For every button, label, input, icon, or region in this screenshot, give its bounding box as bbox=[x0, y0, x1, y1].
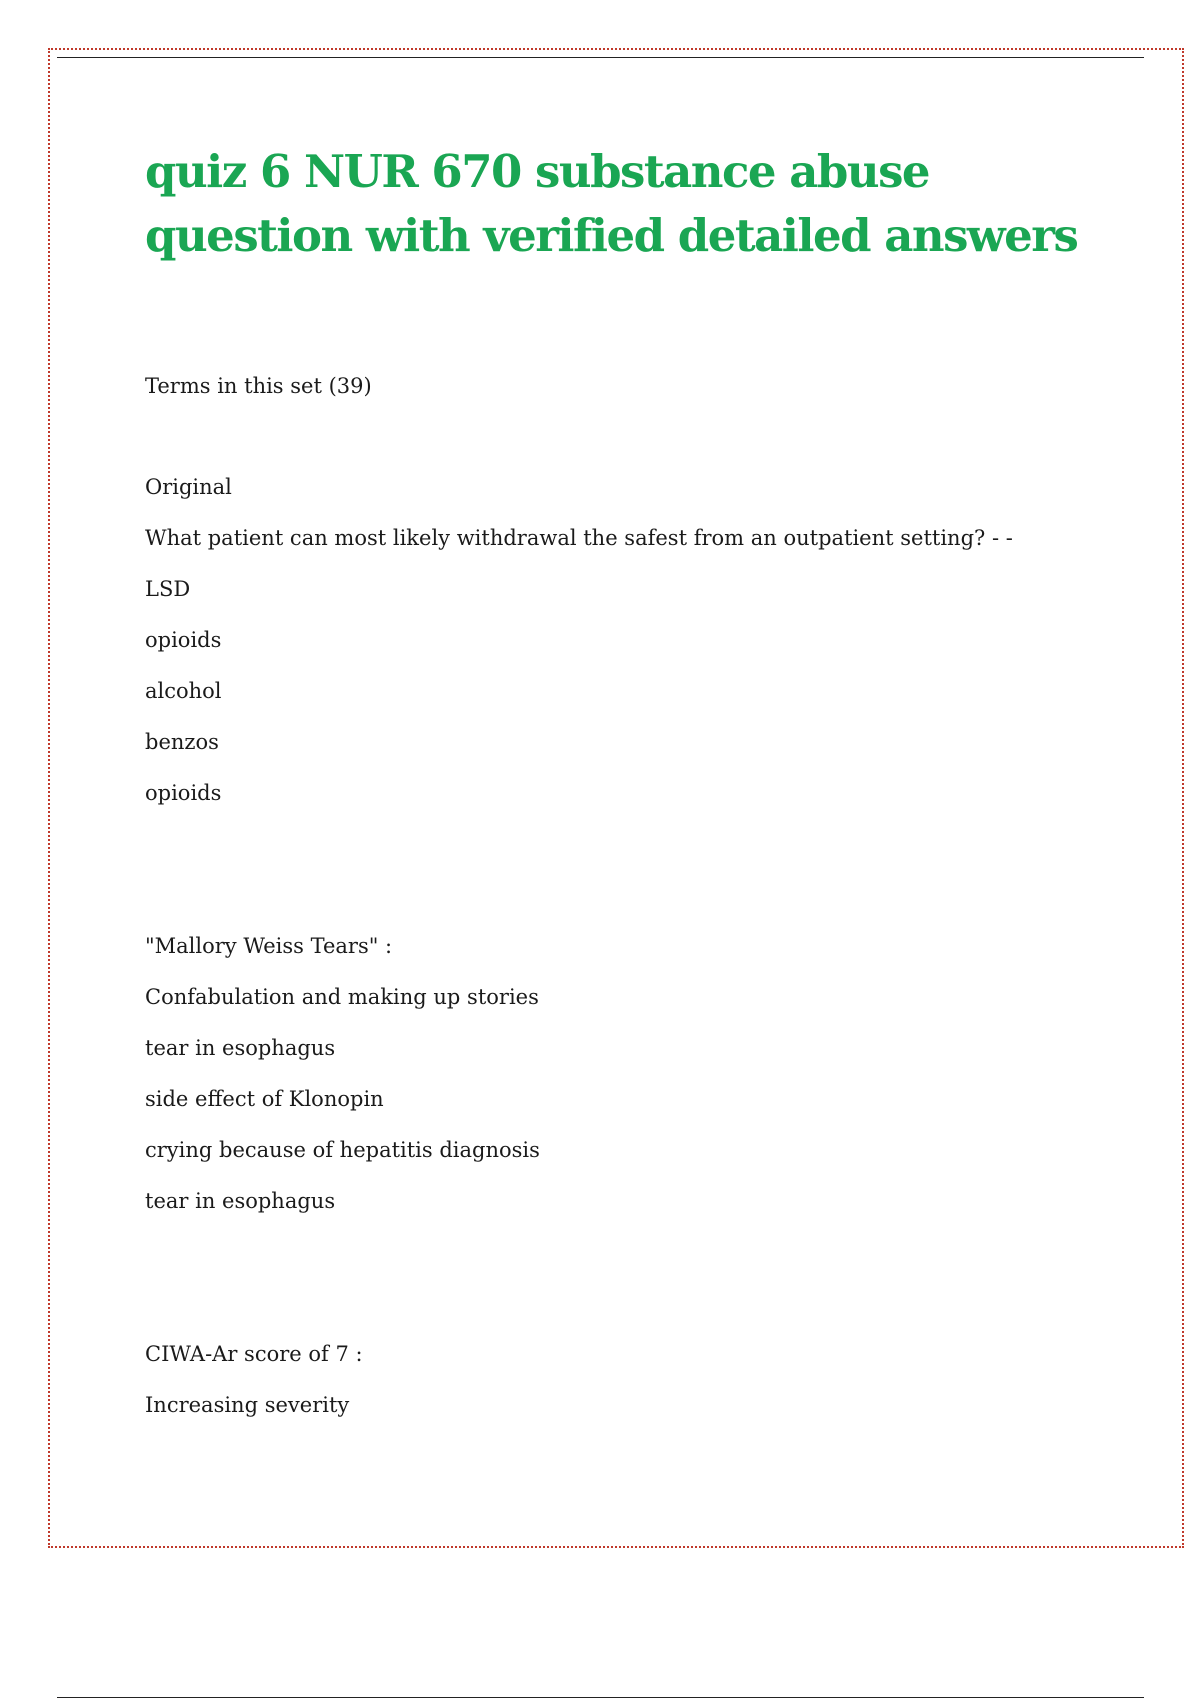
option-1-b: opioids bbox=[145, 628, 222, 652]
option-2-b: tear in esophagus bbox=[145, 1036, 336, 1060]
question-2: "Mallory Weiss Tears" : bbox=[145, 934, 393, 958]
option-2-c: side effect of Klonopin bbox=[145, 1087, 384, 1111]
top-rule bbox=[57, 57, 1144, 58]
answer-1: opioids bbox=[145, 781, 222, 805]
option-1-c: alcohol bbox=[145, 679, 222, 703]
option-1-a: LSD bbox=[145, 577, 191, 601]
bottom-rule bbox=[57, 1697, 1144, 1698]
terms-count: Terms in this set (39) bbox=[145, 374, 372, 398]
question-1: What patient can most likely withdrawal the safest from an outpatient setting? - - bbox=[145, 526, 1013, 550]
option-2-a: Confabulation and making up stories bbox=[145, 985, 539, 1009]
answer-2: tear in esophagus bbox=[145, 1189, 336, 1213]
option-3-a: Increasing severity bbox=[145, 1393, 350, 1417]
document-title: quiz 6 NUR 670 substance abuse question with verified detailed answers bbox=[145, 145, 1078, 262]
option-1-d: benzos bbox=[145, 730, 219, 754]
section-label: Original bbox=[145, 475, 232, 499]
question-3: CIWA-Ar score of 7 : bbox=[145, 1342, 363, 1366]
option-2-d: crying because of hepatitis diagnosis bbox=[145, 1138, 540, 1162]
